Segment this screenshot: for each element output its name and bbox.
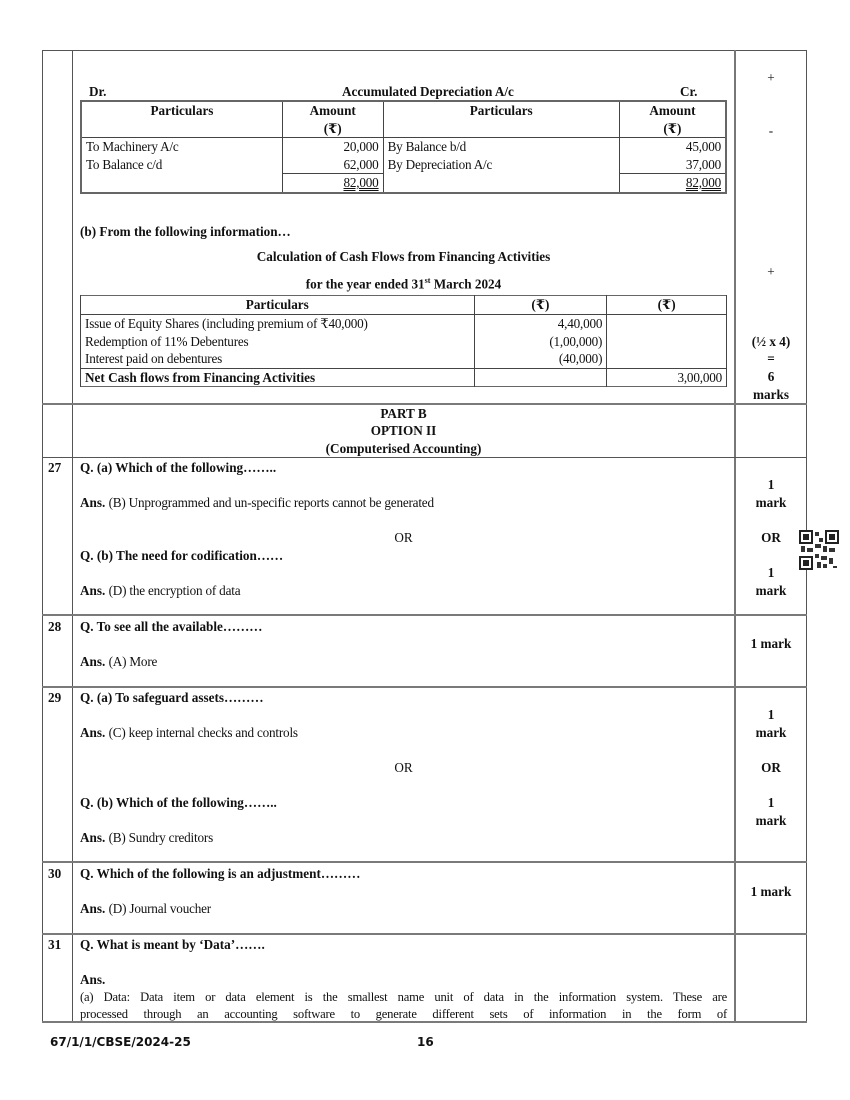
ledger-row: To Balance c/d 62,000 By Depreciation A/c 37,000: [81, 156, 726, 174]
ledger-title: Accumulated Depreciation A/c: [342, 84, 514, 99]
question-text: Q. (b) The need for codification……: [80, 548, 284, 563]
answer-text: Ans. (B) Unprogrammed and un-specific reports cannot be generated: [80, 495, 434, 510]
question-number: 29: [48, 690, 62, 705]
marks-value: 1: [767, 477, 775, 492]
answer-text: Ans. (D) Journal voucher: [80, 901, 211, 916]
marks-plus: +: [767, 70, 775, 85]
question-number: 28: [48, 619, 62, 634]
ledger-total-row: [81, 174, 726, 193]
marks-unit: mark: [755, 495, 787, 510]
marks-unit: marks: [753, 387, 789, 402]
cash-total-row: Net Cash flows from Financing Activities 3,00,000: [81, 368, 727, 387]
question-text: Q. To see all the available………: [80, 619, 263, 634]
marks-plus: +: [767, 264, 775, 279]
cash-row: Interest paid on debentures (40,000): [81, 350, 727, 368]
or-separator: OR: [394, 530, 413, 545]
cash-row: Redemption of 11% Debentures (1,00,000): [81, 333, 727, 351]
question-number: 31: [48, 937, 62, 952]
qr-code-icon: [799, 530, 839, 570]
ledger-row: To Machinery A/c 20,000 By Balance b/d 45,000: [81, 138, 726, 156]
answer-text: Ans. (C) keep internal checks and controls: [80, 725, 298, 740]
marks-value: 1: [767, 565, 775, 580]
marks-minus: -: [768, 123, 774, 138]
ledger-debit-total: 82,000: [282, 174, 383, 193]
marks-value: 1 mark: [750, 884, 792, 899]
ledger-table: [80, 100, 727, 194]
ledger-header-particulars-cr: Particulars: [383, 101, 619, 138]
ledger-credit-total: 82,000: [619, 174, 726, 193]
section-subtitle: (Computerised Accounting): [325, 441, 482, 456]
marks-or: OR: [761, 760, 781, 775]
answer-text: (a) Data: Data item or data element is the smallest name unit of data in the information system. These are: [80, 990, 727, 1004]
ledger-header-amount-dr: Amount (₹): [282, 101, 383, 138]
answer-label: Ans.: [80, 972, 106, 987]
question-text: Q. (a) Which of the following……..: [80, 460, 277, 475]
marks-formula: (½ x 4): [751, 334, 791, 349]
marks-unit: mark: [755, 725, 787, 740]
row-divider: [42, 614, 807, 616]
marks-value: 1 mark: [750, 636, 792, 651]
ledger-header-amount-cr: Amount (₹): [619, 101, 726, 138]
marks-value: 1: [767, 707, 775, 722]
cash-header-amount2: (₹): [607, 296, 727, 315]
marks-value: 1: [767, 795, 775, 810]
answer-text: processed through an accounting software to generate different sets of information in the form of: [80, 1007, 727, 1021]
cash-flow-title: Calculation of Cash Flows from Financing Activities: [256, 249, 551, 264]
ledger-header-particulars-dr: Particulars: [81, 101, 282, 138]
or-separator: OR: [394, 760, 413, 775]
cash-header-amount1: (₹): [474, 296, 607, 315]
page-number: 16: [417, 1035, 434, 1049]
answer-text: Ans. (A) More: [80, 654, 158, 669]
question-number: 27: [48, 460, 62, 475]
section-option: OPTION II: [370, 423, 437, 438]
section-part: PART B: [380, 406, 427, 421]
cash-flow-subtitle: for the year ended 31st March 2024: [305, 276, 502, 292]
cash-flow-table: [80, 295, 727, 387]
ledger-cr-label: Cr.: [680, 84, 698, 99]
row-divider: [42, 457, 807, 458]
marks-equals: =: [767, 351, 775, 366]
question-text: Q. (a) To safeguard assets………: [80, 690, 264, 705]
row-divider: [42, 861, 807, 863]
footer-paper-code: 67/1/1/CBSE/2024-25: [50, 1035, 191, 1049]
marks-unit: mark: [755, 813, 787, 828]
row-divider: [42, 933, 807, 935]
cash-header-particulars: Particulars: [81, 296, 475, 315]
question-text: Q. (b) Which of the following……..: [80, 795, 277, 810]
marks-or: OR: [761, 530, 781, 545]
cash-row: Issue of Equity Shares (including premium of ₹40,000) 4,40,000: [81, 315, 727, 333]
question-text: Q. What is meant by ‘Data’…….: [80, 937, 265, 952]
answer-text: Ans. (B) Sundry creditors: [80, 830, 214, 845]
ledger-dr-label: Dr.: [89, 84, 107, 99]
marks-unit: mark: [755, 583, 787, 598]
row-divider: [42, 686, 807, 688]
question-number: 30: [48, 866, 62, 881]
answer-text: Ans. (D) the encryption of data: [80, 583, 241, 598]
cash-flow-intro: (b) From the following information…: [80, 224, 291, 239]
marks-value: 6: [767, 369, 775, 384]
question-text: Q. Which of the following is an adjustment………: [80, 866, 361, 881]
